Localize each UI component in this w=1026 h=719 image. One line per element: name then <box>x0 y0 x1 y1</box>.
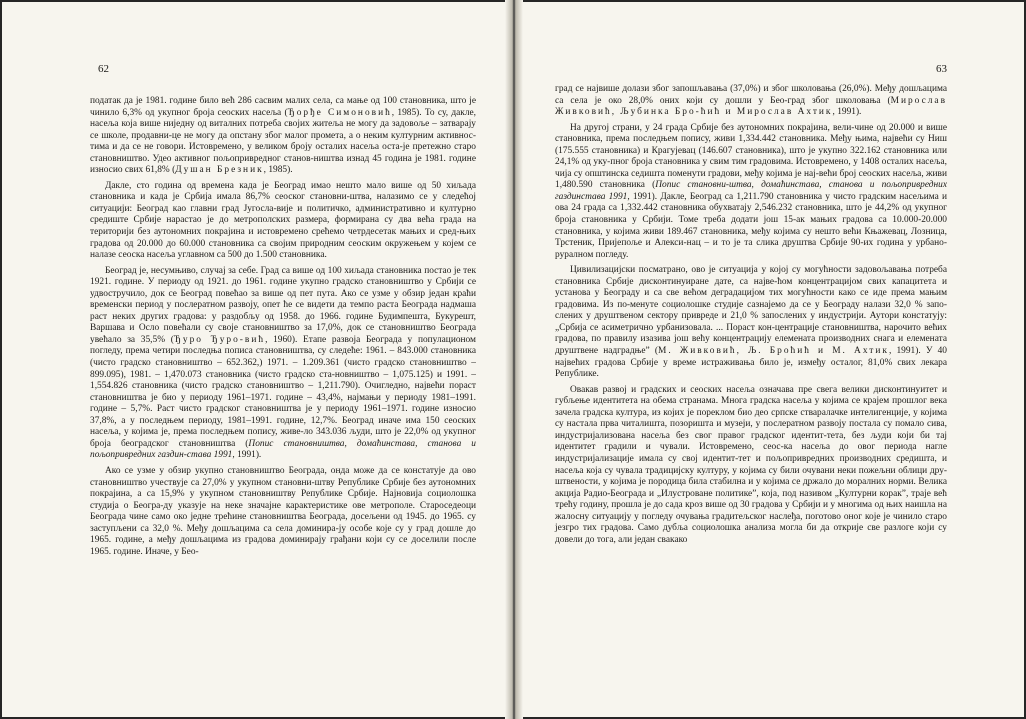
left-page <box>2 2 513 717</box>
paragraph: град се највише долази због запошљавања (37,0%) и због школовања (26,0%). Међу дошљацима са села је око 28,0% оних који су дошли у Бео-град због школовања (Мирослав Живковић, Љубинка Бро-ћић и Мирослав Ахтик, 1991). <box>555 84 947 118</box>
paragraph: На другој страни, у 24 града Србије без аутономних покрајина, вели-чине од 20.000 и више становника, према последњем попису, живи 1,334.442 становника. Међу њима, највећи су Ниш (175.555 становника) и Крагујевац (146.607 становника), што је укупно 322.162 становника или 24,1% од уку-пног броја становника у свим тим градовима. Истовремено, у 1408 осталих насеља, чија су општинска седишта поменути градови, међу којима је нај-већи број сеоских насеља, живи 1,480.590 становника (Попис становни-штва, домаћинстава, станова и пољопривредних газдинстава 1991, 1991). Дакле, Београд са 1,211.790 становника у чисто градским насељима и ова 24 града са 1,332.442 становника обухватају 2,546.232 становника, што је 44,2% од укупног броја становника у Србији. Томе треба додати још 15-ак мањих градова са 10.000-20.000 становника, у којима живи 189.467 становника, међу којима су нешто већи Књажевац, Лозница, Трстеник, Пријепоље и Алекси-нац – и то је та слика друштва Србије 90-их година у урбано-руралном погледу. <box>555 122 947 260</box>
right-page <box>516 2 1024 717</box>
paragraph: Београд је, несумњиво, случај за себе. Град са више од 100 хиљада становника постао је тек 1921. године. У периоду од 1921. до 1961. године укупно градско становништво у Србији се удвостручило, док се Београд повећао за више од пет пута. Ако се узме у обзир један краћи временски период у послератном развоју, опет ће се видети да темпо раста Београда надмаша раст неких других градова: у раздобљу од 1958. до 1966. године Будимпешта, Букурешт, Варшава и Осло повећали су своје становништво за 17,0%, док се становништво Београда увећало за 35,5% (Ђуро Ђуро-вић, 1960). Етапе развоја Београда у популационом погледу, према четири последња пописа становништва, су следеће: 1961. – 843.000 становника (чисто градско становништво – 652.362,) 1971. – 1.209.361 (чисто градско становништво – 899.095), 1981. – 1,470.073 становника (чисто градско ста-новништво – 1,075.125) и 1991. – 1,554.826 становника (чисто градско становништво – 1,211.790). Очигледно, највећи пораст становништва је био у периоду 1961–1971. године – 43,4%, најмањи у периоду 1981–1991. године – 5,7%. Раст чисто градског становништва је у периоду 1961–1971. године износио 37,8%, а у последњем периоду, 1981–1991. године, 12,7%. Београд иначе има 150 сеоских насеља, у којима је, према последњем попису, живе-ло 343.036 људи, што је 22,0% од укупног броја београдског становништва (Попис становништва, домаћинстава, станова и пољопривредних газдин-става 1991, 1991). <box>90 265 476 461</box>
paragraph: податак да је 1981. године било већ 286 сасвим малих села, са мање од 100 становника, што је чинило 6,3% од укупног броја сеоских насеља (Ђорђе Симоновић, 1985). То су, дакле, насеља која више ниједну од виталних потреба својих житеља не могу да задовоље – затварају се школе, продавни-це не могу да опстану због малог промета, а о неким културним активнос-тима и да се не говори. Истовремено, у великом броју осталих насеља оста-је претежно старо становништво. Удео активног пољопривредног станов-ништва изнад 45 година је 1981. године износио свих 61,8% (Душан Брезник, 1985). <box>90 96 476 176</box>
page-number: 62 <box>98 63 109 75</box>
author-name: Ђорђе Симоновић <box>287 107 392 118</box>
author-name: Душан Брезник <box>175 165 264 176</box>
page-body <box>555 84 947 550</box>
paragraph: Цивилизацијски посматрано, ово је ситуација у којој су могућности задовољавања потреба становника Србије дисконтинуиране дате, са најве-ћом концентрацијом свих капацитета и установа у Београду и са све већом деградацијом тих могућности како се иде према мањим градовима. Из по-менуте социолошке студије сазнајемо да се у Београду налази 32,0 % запо-слених у друштвеном сектору привреде и 21,0 % запослених у индустрији. Аутори констатују: „Србија се асиметрично урбанизовала. ... Пораст кон-центрације становништва, нарочито већих градова, по правилу изазива још већу концентрацију елемената производних снага и елемената друштвене надградње” (М. Живковић, Љ. Брoћић и М. Ахтик, 1991). У 40 највећих градова Србије у време истраживања било је, између осталог, 81,0% свих лекара Републике. <box>555 265 947 380</box>
author-name: Мирослав Живковић, Љубинка Бро-ћић и Мирослав Ахтик <box>555 95 947 118</box>
citation: Попис становништва, домаћинстава, станова и пољопривредних газдин-става 1991 <box>90 438 476 461</box>
author-name: М. Живковић, Љ. Брoћић и М. Ахтик <box>658 346 889 357</box>
paragraph: Ако се узме у обзир укупно становништво Београда, онда може да се констатује да ово становништво учествује са 27,0% у укупном становни-штву Републике Србије без аутономних покрајина, а са 15,9% у укупном становништву Републике Србије. Најновија социолошка студија о Београ-ду указује на неке значајне карактеристике ове метрополе. Староседеоци Београда чине само око једне трећине становништва Београда, досељени од 1945. до 1965. су заступљени са 32,0 %. Међу дошљацима са села доминира-ју особе које су у град дошле до 1965. године, а међу дошљацима из градова доминирају грађани који су се доселили после 1965. године. Иначе, у Бео- <box>90 465 476 557</box>
citation: Попис становни-штва, домаћинстава, станова и пољопривредних газдинстава 1991 <box>555 180 947 202</box>
paragraph: Овакав развој и градских и сеоских насеља означава пре свега велики дисконтинуитет и губљење идентитета на обема странама. Многа градска насеља у којима се крајем прошлог века зачела градска култура, из којих је пореклом био део српске стваралачке интелигенције, у којима су настала прва читалишта, позоришта и музеји, у послератном развоју постала су помало сива, индустријализована насеља без свог правог градског идентит-тета, без људи који би тај идентитет градили и чували. Истовремено, сеос-ка насеља до овог периода нагле индустријализације имала су свој идентит-тет и пољопривредних производних средишта, и насеља која су чувала традицијску културу, у којима су били очувани неки пожељни облици дру-штвености, у којима је породица била стабилна и у којима се држало до моралних норми. Велика акција Радио-Београда и „Илустроване политике”, која, под називом „Културни корак”, траје већ трећу годину, прошла је до сада кроз више од 30 градова у Србији и у многима од њих наишла на жалосну ситуацију у погледу очувања градитељског наслеђа, поготово оног које је чинило старо језгро тих градова. Само дубља социолошка анализа могла би да открије све разлоге који су довели до тога, али један свакако <box>555 384 947 545</box>
book-gutter <box>505 0 523 719</box>
page-number: 63 <box>936 63 947 75</box>
page-body <box>90 96 476 562</box>
author-name: Ђуро Ђуро-вић <box>173 334 266 345</box>
paragraph: Дакле, сто година од времена када је Београд имао нешто мало више од 50 хиљада становника и када је Србија имала 86,7% сеоског становни-штва, налазимо се у следећој ситуацији: Београд као главни град Југосла-вије и политичко, административно и културно средиште Србије нарастао је до метрополских размера, формирана су два већа града на територији без аутономних покрајина и истовремено срећемо четрдесетак мањих и сред-њих градова од 20.000 до 60.000 становника са својим природним сеоским окружењем у којем се налазе сеоска насеља углавном са 500 до 1.500 становника. <box>90 180 476 261</box>
